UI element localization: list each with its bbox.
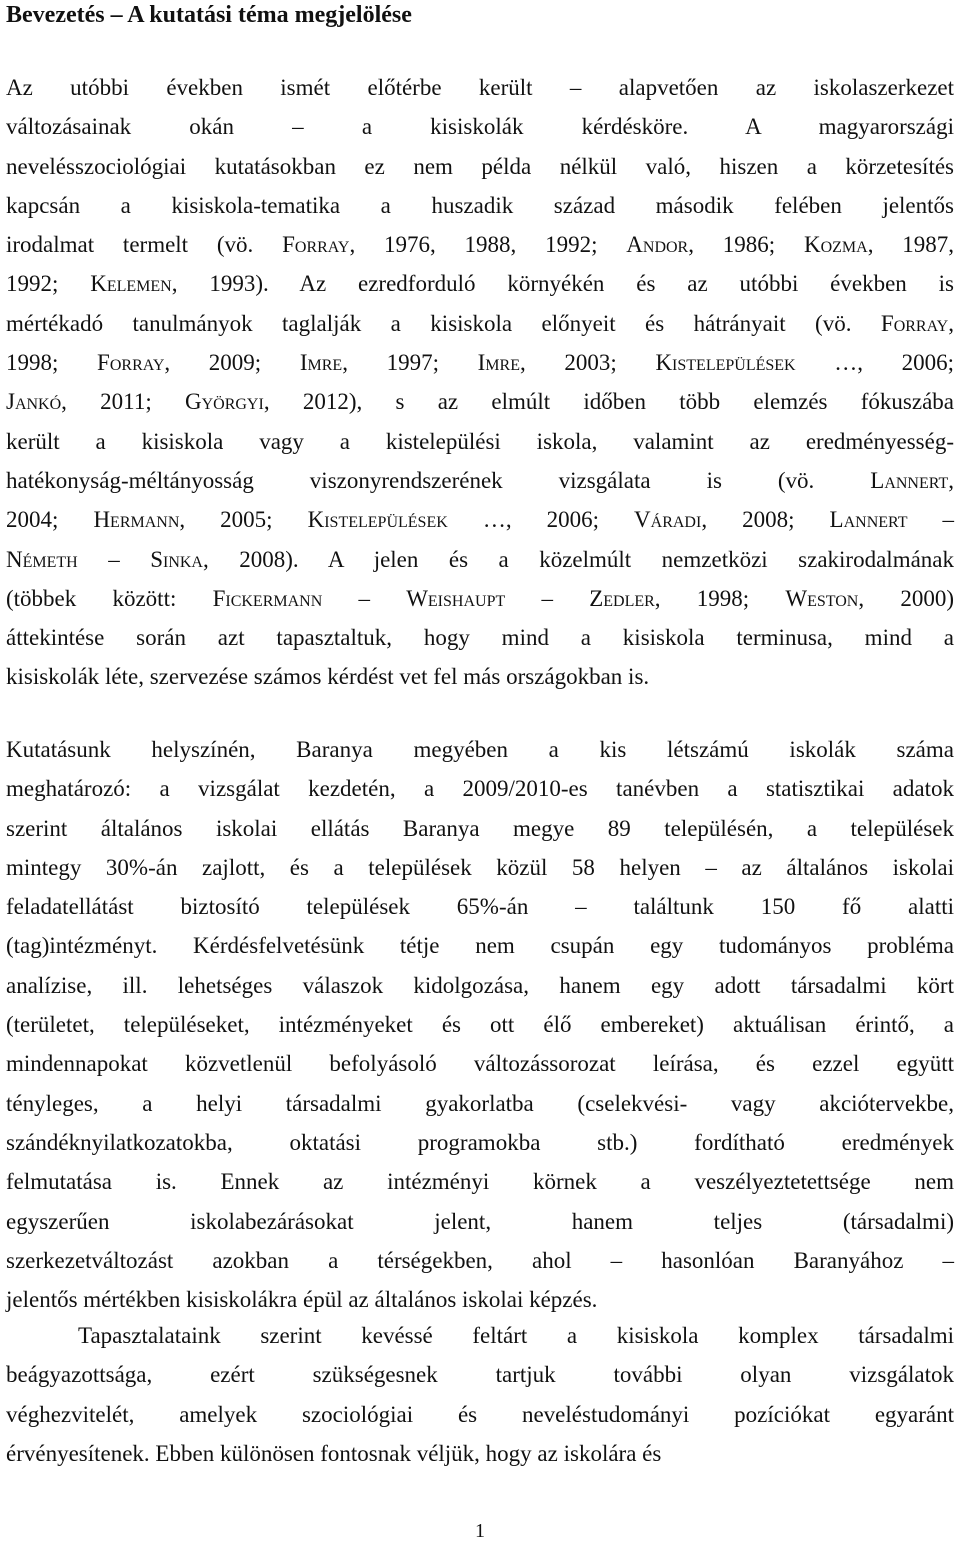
paragraph-3 xyxy=(6,1316,954,1473)
text-line: Kutatásunk helyszínén, Baranya megyében a kis létszámú iskolák száma xyxy=(6,737,954,762)
text-line: Jankó, 2011; Györgyi, 2012), s az elmúlt időben több elemzés fókuszába xyxy=(6,389,954,415)
text-line: Németh – Sinka, 2008). A jelen és a közelmúlt nemzetközi szakirodalmának xyxy=(6,546,955,572)
text-line: változásainak okán – a kisiskolák kérdésköre. A magyarországi xyxy=(6,114,954,140)
text-line: mintegy 30%-án zajlott, és a települések közül 58 helyen – az általános iskolai xyxy=(6,854,954,880)
text-line: analízise, ill. lehetséges válaszok kidolgozása, hanem egy adott társadalmi kört xyxy=(6,972,954,998)
text-line: mindennapokat közvetlenül befolyásoló változássorozat leírása, és ezzel együtt xyxy=(6,1051,954,1077)
text-line: áttekintése során azt tapasztaltuk, hogy mind a kisiskola terminusa, mind a xyxy=(6,625,954,651)
text-line: egyszerűen iskolabezárásokat jelent, hanem teljes (társadalmi) xyxy=(6,1208,954,1234)
text-line: mértékadó tanulmányok taglalják a kisiskola előnyeit és hátrányait (vö. Forray, xyxy=(6,310,954,336)
text-line: véghezvitelét, amelyek szociológiai és neveléstudományi pozíciókat egyaránt xyxy=(6,1401,954,1427)
text-line: 1992; Kelemen, 1993). Az ezredforduló környékén és az utóbbi években is xyxy=(6,271,955,297)
text-line: nevelésszociológiai kutatásokban ez nem példa nélkül való, hiszen a körzetesítés xyxy=(6,153,954,179)
text-line: irodalmat termelt (vö. Forray, 1976, 1988, 1992; Andor, 1986; Kozma, 1987, xyxy=(6,232,955,258)
text-line: került a kisiskola vagy a kistelepülési iskola, valamint az eredményesség- xyxy=(6,428,954,454)
text-line: tényleges, a helyi társadalmi gyakorlatba (cselekvési- vagy akciótervekbe, xyxy=(6,1090,954,1116)
text-line: feladatellátást biztosító települések 65%-án – találtunk 150 fő alatti xyxy=(6,894,954,920)
text-line: hatékonyság-méltányosság viszonyrendszerének vizsgálata is (vö. Lannert, xyxy=(6,467,954,493)
text-line: (többek között: Fickermann – Weishaupt – Zedler, 1998; Weston, 2000) xyxy=(6,585,954,611)
text-line: felmutatása is. Ennek az intézményi körnek a veszélyeztetettsége nem xyxy=(6,1169,954,1195)
page-number: 1 xyxy=(475,1520,485,1542)
text-line: Az utóbbi években ismét előtérbe került – alapvetően az iskolaszerkezet xyxy=(6,75,954,100)
paragraph-1 xyxy=(6,68,954,697)
text-line: kapcsán a kisiskola-tematika a huszadik század második felében jelentős xyxy=(6,192,954,218)
text-line: kisiskolák léte, szervezése számos kérdést vet fel más országokban is. xyxy=(6,664,650,690)
text-line: (területet, településeket, intézményeket és ott élő embereket) aktuálisan érintő, a xyxy=(6,1012,954,1038)
paragraph-2 xyxy=(6,730,954,1319)
text-line: szándéknyilatkozatokba, oktatási programokba stb.) fordítható eredmények xyxy=(6,1129,954,1155)
text-line: (tag)intézményt. Kérdésfelvetésünk tétje nem csupán egy tudományos probléma xyxy=(6,933,954,959)
text-line: érvényesítenek. Ebben különösen fontosnak véljük, hogy az iskolára és xyxy=(6,1440,662,1466)
text-line: jelentős mértékben kisiskolákra épül az általános iskolai képzés. xyxy=(6,1287,598,1313)
text-line: meghatározó: a vizsgálat kezdetén, a 2009/2010-es tanévben a statisztikai adatok xyxy=(6,776,954,802)
section-heading: Bevezetés – A kutatási téma megjelölése xyxy=(6,2,412,28)
text-line: szerkezetváltozást azokban a térségekben, ahol – hasonlóan Baranyához – xyxy=(6,1247,954,1273)
text-line: 2004; Hermann, 2005; Kistelepülések …, 2006; Váradi, 2008; Lannert – xyxy=(6,507,955,533)
text-line: Tapasztalataink szerint kevéssé feltárt a kisiskola komplex társadalmi xyxy=(78,1323,954,1348)
text-line: 1998; Forray, 2009; Imre, 1997; Imre, 2003; Kistelepülések …, 2006; xyxy=(6,350,955,376)
text-line: beágyazottsága, ezért szükségesnek tartjuk további olyan vizsgálatok xyxy=(6,1362,954,1388)
text-line: szerint általános iskolai ellátás Baranya megye 89 településén, a települések xyxy=(6,815,954,841)
